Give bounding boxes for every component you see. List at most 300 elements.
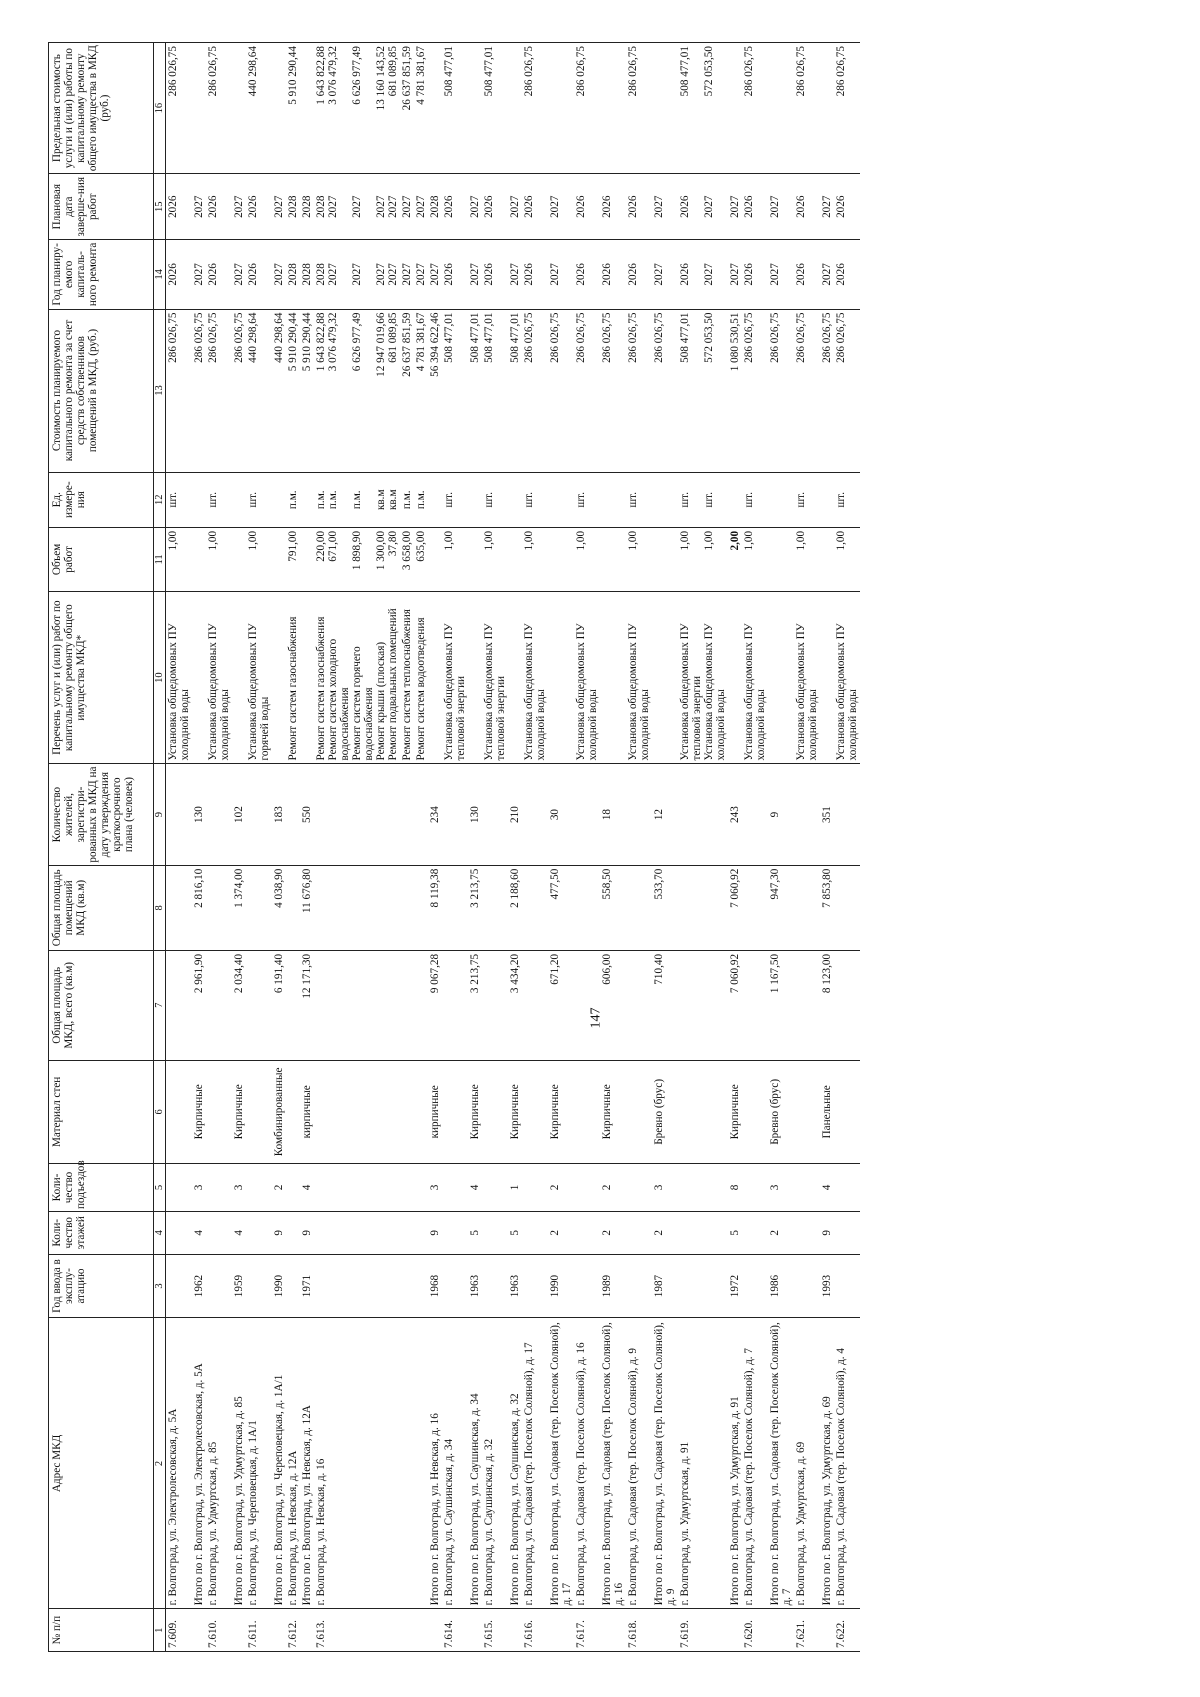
header-cell: Плановая дата заверше-ния работ — [49, 174, 154, 240]
repair-year-cell: 2027 — [548, 240, 574, 309]
total-area-cell: 2 034,40 — [232, 950, 246, 1060]
floors-cell: 2 — [768, 1211, 794, 1254]
table-row — [742, 43, 768, 1652]
material-cell: Панельные — [820, 1060, 834, 1163]
repair-year-cell: 2026 — [522, 240, 548, 309]
material-cell — [742, 1060, 768, 1163]
work-list-cell — [232, 591, 246, 764]
completion-date-cell: 2026 — [246, 174, 272, 240]
floors-cell — [246, 1211, 272, 1254]
floors-cell — [678, 1211, 728, 1254]
unit-cell: п.м. п.м. п.м. кв.м кв.м — [314, 472, 400, 527]
header-cell: Перечень услуг и (или) работ по капитальному ремонту общего имущества МКД* — [49, 591, 154, 764]
address-cell: г. Волгоград, ул. Череповецкая, д. 1А/1 — [246, 1318, 272, 1609]
unit-cell — [272, 472, 286, 527]
table-row — [794, 43, 820, 1652]
header-cell: Объем работ — [49, 527, 154, 591]
total-area-cell: 7 060,92 — [728, 950, 742, 1060]
limit-cost-cell — [768, 43, 794, 174]
total-area-cell: 8 123,00 — [820, 950, 834, 1060]
premises-area-cell — [574, 865, 600, 950]
total-area-cell: 710,40 — [652, 950, 678, 1060]
work-list-cell — [192, 591, 206, 764]
work-list-cell: Ремонт систем газоснабжения — [286, 591, 300, 764]
total-area-cell — [414, 950, 428, 1060]
column-number: 15 — [154, 174, 166, 240]
row-number: 7.613. — [314, 1609, 400, 1652]
year-cell — [626, 1254, 652, 1318]
completion-date-cell: 2027 — [768, 174, 794, 240]
material-cell — [400, 1060, 414, 1163]
total-area-cell — [574, 950, 600, 1060]
year-cell: 1971 — [300, 1254, 314, 1318]
table-row — [574, 43, 600, 1652]
address-cell: г. Волгоград, ул. Электролесовская, д. 5А — [166, 1318, 193, 1609]
column-number: 1 — [154, 1609, 166, 1652]
work-list-cell — [768, 591, 794, 764]
table-row — [272, 43, 286, 1652]
address-cell: Итого по г. Волгоград, ул. Электролесовская, д. 5А — [192, 1318, 206, 1609]
repair-year-cell: 2026 — [742, 240, 768, 309]
year-cell — [574, 1254, 600, 1318]
residents-cell — [834, 764, 860, 865]
work-list-cell: Установка общедомовых ПУ холодной воды — [206, 591, 232, 764]
row-number: 7.614. — [442, 1609, 468, 1652]
repair-year-cell: 2027 — [428, 240, 442, 309]
cost-cell: 440 298,64 — [246, 309, 272, 472]
volume-cell: 2,00 — [728, 527, 742, 591]
total-area-cell — [400, 950, 414, 1060]
unit-cell — [548, 472, 574, 527]
total-area-cell: 6 191,40 — [272, 950, 286, 1060]
material-cell: кирпичные — [300, 1060, 314, 1163]
residents-cell: 183 — [272, 764, 286, 865]
volume-cell: 1,00 — [166, 527, 193, 591]
limit-cost-cell — [508, 43, 522, 174]
total-area-cell: 1 167,50 — [768, 950, 794, 1060]
material-cell — [246, 1060, 272, 1163]
entrances-cell: 3 — [428, 1164, 442, 1212]
completion-date-cell: 2026 — [442, 174, 468, 240]
unit-cell — [600, 472, 626, 527]
column-number: 13 — [154, 309, 166, 472]
column-number-row — [154, 43, 166, 1652]
table-row — [246, 43, 272, 1652]
limit-cost-cell: 26 637 851,59 — [400, 43, 414, 174]
table-row — [548, 43, 574, 1652]
entrances-cell: 2 — [272, 1164, 286, 1212]
column-number: 2 — [154, 1318, 166, 1609]
material-cell: Кирпичные — [192, 1060, 206, 1163]
completion-date-cell: 2028 — [428, 174, 442, 240]
entrances-cell — [626, 1164, 652, 1212]
repair-year-cell: 2027 — [652, 240, 678, 309]
premises-area-cell — [414, 865, 428, 950]
row-number — [428, 1609, 442, 1652]
limit-cost-cell: 5 910 290,44 — [286, 43, 300, 174]
total-area-cell: 2 961,90 — [192, 950, 206, 1060]
cost-cell: 508 477,01 — [442, 309, 468, 472]
limit-cost-cell — [272, 43, 286, 174]
cost-cell: 286 026,75 — [600, 309, 626, 472]
unit-cell — [428, 472, 442, 527]
header-cell: Общая площадь МКД, всего (кв.м) — [49, 950, 154, 1060]
column-number: 12 — [154, 472, 166, 527]
completion-date-cell: 2027 — [548, 174, 574, 240]
row-number: 7.609. — [166, 1609, 193, 1652]
year-cell — [522, 1254, 548, 1318]
limit-cost-cell: 286 026,75 — [166, 43, 193, 174]
year-cell: 1986 — [768, 1254, 794, 1318]
premises-area-cell — [442, 865, 468, 950]
floors-cell — [482, 1211, 508, 1254]
volume-cell — [820, 527, 834, 591]
volume-cell — [508, 527, 522, 591]
completion-date-cell: 2027 — [728, 174, 742, 240]
total-area-cell: 606,00 — [600, 950, 626, 1060]
residents-cell — [522, 764, 548, 865]
cost-cell: 508 477,01 — [482, 309, 508, 472]
row-number: 7.612. — [286, 1609, 300, 1652]
completion-date-cell: 2026 2027 — [678, 174, 728, 240]
material-cell: Кирпичные — [508, 1060, 522, 1163]
completion-date-cell: 2027 — [400, 174, 414, 240]
limit-cost-cell — [728, 43, 742, 174]
repair-year-cell: 2026 — [626, 240, 652, 309]
cost-cell: 286 026,75 — [820, 309, 834, 472]
floors-cell — [400, 1211, 414, 1254]
table-row — [820, 43, 834, 1652]
limit-cost-cell — [600, 43, 626, 174]
address-cell: Итого по г. Волгоград, ул. Удмуртская, д. 91 — [728, 1318, 742, 1609]
residents-cell — [794, 764, 820, 865]
entrances-cell — [482, 1164, 508, 1212]
limit-cost-cell: 286 026,75 — [522, 43, 548, 174]
completion-date-cell: 2026 — [206, 174, 232, 240]
unit-cell: шт. — [482, 472, 508, 527]
row-number: 7.619. — [678, 1609, 728, 1652]
repair-year-cell: 2027 — [400, 240, 414, 309]
premises-area-cell — [678, 865, 728, 950]
work-list-cell: Установка общедомовых ПУ холодной воды — [626, 591, 652, 764]
total-area-cell — [522, 950, 548, 1060]
entrances-cell — [166, 1164, 193, 1212]
volume-cell — [272, 527, 286, 591]
repair-year-cell: 2027 — [768, 240, 794, 309]
volume-cell: 1,00 — [742, 527, 768, 591]
material-cell: Кирпичные — [232, 1060, 246, 1163]
limit-cost-cell: 508 477,01 572 053,50 — [678, 43, 728, 174]
address-cell: Итого по г. Волгоград, ул. Невская, д. 12А — [300, 1318, 314, 1609]
premises-area-cell — [482, 865, 508, 950]
column-number: 14 — [154, 240, 166, 309]
year-cell: 1963 — [508, 1254, 522, 1318]
floors-cell — [834, 1211, 860, 1254]
column-number: 9 — [154, 764, 166, 865]
material-cell — [678, 1060, 728, 1163]
volume-cell: 635,00 — [414, 527, 428, 591]
limit-cost-cell — [652, 43, 678, 174]
address-cell — [400, 1318, 414, 1609]
entrances-cell: 2 — [600, 1164, 626, 1212]
entrances-cell — [400, 1164, 414, 1212]
floors-cell: 9 — [428, 1211, 442, 1254]
repair-year-cell: 2027 — [272, 240, 286, 309]
limit-cost-cell — [300, 43, 314, 174]
residents-cell: 12 — [652, 764, 678, 865]
cost-cell: 1 643 822,88 3 076 479,32 6 626 977,49 12 947 019,66 681 089,85 — [314, 309, 400, 472]
volume-cell — [192, 527, 206, 591]
cost-cell: 56 394 622,46 — [428, 309, 442, 472]
cost-cell: 286 026,75 — [794, 309, 820, 472]
premises-area-cell: 7 060,92 — [728, 865, 742, 950]
repair-year-cell: 2026 — [246, 240, 272, 309]
total-area-cell — [482, 950, 508, 1060]
cost-cell: 1 080 530,51 — [728, 309, 742, 472]
total-area-cell — [314, 950, 400, 1060]
year-cell: 1989 — [600, 1254, 626, 1318]
header-cell: Адрес МКД — [49, 1318, 154, 1609]
address-cell: г. Волгоград, ул. Удмуртская, д. 91 — [678, 1318, 728, 1609]
residents-cell — [166, 764, 193, 865]
cost-cell: 286 026,75 — [522, 309, 548, 472]
address-cell: Итого по г. Волгоград, ул. Череповецкая, д. 1А/1 — [272, 1318, 286, 1609]
row-number: 7.611. — [246, 1609, 272, 1652]
column-number: 4 — [154, 1211, 166, 1254]
table-row — [442, 43, 468, 1652]
total-area-cell: 671,20 — [548, 950, 574, 1060]
limit-cost-cell: 286 026,75 — [206, 43, 232, 174]
repair-year-cell: 2027 — [232, 240, 246, 309]
material-cell: Кирпичные — [728, 1060, 742, 1163]
work-list-cell: Установка общедомовых ПУ холодной воды — [742, 591, 768, 764]
table-row — [728, 43, 742, 1652]
premises-area-cell: 947,30 — [768, 865, 794, 950]
residents-cell: 130 — [468, 764, 482, 865]
completion-date-cell: 2027 — [468, 174, 482, 240]
volume-cell: 1,00 — [206, 527, 232, 591]
premises-area-cell: 2 188,60 — [508, 865, 522, 950]
work-list-cell — [468, 591, 482, 764]
material-cell: Кирпичные — [600, 1060, 626, 1163]
row-number: 7.615. — [482, 1609, 508, 1652]
residents-cell: 234 — [428, 764, 442, 865]
header-cell: Коли-чество подъездов — [49, 1164, 154, 1212]
entrances-cell — [834, 1164, 860, 1212]
cost-cell: 508 477,01 — [468, 309, 482, 472]
residents-cell — [442, 764, 468, 865]
year-cell — [678, 1254, 728, 1318]
repair-year-cell: 2026 2027 — [678, 240, 728, 309]
total-area-cell — [166, 950, 193, 1060]
residents-cell: 102 — [232, 764, 246, 865]
floors-cell — [522, 1211, 548, 1254]
completion-date-cell: 2027 — [820, 174, 834, 240]
table-row — [508, 43, 522, 1652]
year-cell: 1959 — [232, 1254, 246, 1318]
floors-cell — [414, 1211, 428, 1254]
entrances-cell: 4 — [300, 1164, 314, 1212]
residents-cell — [414, 764, 428, 865]
table-header-row — [49, 43, 154, 1652]
residents-cell — [574, 764, 600, 865]
entrances-cell — [206, 1164, 232, 1212]
completion-date-cell: 2026 — [742, 174, 768, 240]
completion-date-cell: 2027 — [414, 174, 428, 240]
total-area-cell — [626, 950, 652, 1060]
work-list-cell — [272, 591, 286, 764]
total-area-cell — [834, 950, 860, 1060]
total-area-cell — [742, 950, 768, 1060]
address-cell: г. Волгоград, ул. Саушинская, д. 32 — [482, 1318, 508, 1609]
limit-cost-cell — [192, 43, 206, 174]
repair-year-cell: 2027 — [468, 240, 482, 309]
unit-cell — [300, 472, 314, 527]
address-cell: Итого по г. Волгоград, ул. Садовая (тер. Поселок Соляной), д. 9 — [652, 1318, 678, 1609]
year-cell — [314, 1254, 400, 1318]
volume-cell: 1,00 1,00 — [678, 527, 728, 591]
completion-date-cell: 2026 — [600, 174, 626, 240]
row-number — [728, 1609, 742, 1652]
cost-cell: 440 298,64 — [272, 309, 286, 472]
limit-cost-cell: 286 026,75 — [626, 43, 652, 174]
limit-cost-cell: 440 298,64 — [246, 43, 272, 174]
entrances-cell: 3 — [192, 1164, 206, 1212]
cost-cell: 286 026,75 — [206, 309, 232, 472]
header-cell: Общая площадь помещений МКД (кв.м) — [49, 865, 154, 950]
row-number — [548, 1609, 574, 1652]
row-number: 7.618. — [626, 1609, 652, 1652]
column-number: 8 — [154, 865, 166, 950]
floors-cell: 9 — [272, 1211, 286, 1254]
column-number: 3 — [154, 1254, 166, 1318]
cost-cell: 286 026,75 — [834, 309, 860, 472]
floors-cell — [794, 1211, 820, 1254]
header-cell: Стоимость планируемого капитального ремонта за счет средств собственников помещений в МКД, (руб.) — [49, 309, 154, 472]
residents-cell: 9 — [768, 764, 794, 865]
material-cell — [286, 1060, 300, 1163]
total-area-cell — [286, 950, 300, 1060]
table-row — [652, 43, 678, 1652]
repair-year-cell: 2026 — [834, 240, 860, 309]
address-cell: Итого по г. Волгоград, ул. Удмуртская, д. 85 — [232, 1318, 246, 1609]
premises-area-cell — [626, 865, 652, 950]
unit-cell: п.м. — [286, 472, 300, 527]
cost-cell: 286 026,75 — [232, 309, 246, 472]
address-cell: г. Волгоград, ул. Удмуртская, д. 69 — [794, 1318, 820, 1609]
floors-cell — [286, 1211, 300, 1254]
work-list-cell: Ремонт систем газоснабжения Ремонт систем холодного водоснабжения Ремонт систем горячего водоснабжения Ремонт крыши (плоская) Ремонт подвальных помещений — [314, 591, 400, 764]
unit-cell: п.м. — [414, 472, 428, 527]
repair-plan-table — [48, 42, 860, 1652]
unit-cell — [508, 472, 522, 527]
table-row — [166, 43, 193, 1652]
year-cell: 1987 — [652, 1254, 678, 1318]
address-cell: Итого по г. Волгоград, ул. Садовая (тер. Поселок Соляной), д. 16 — [600, 1318, 626, 1609]
entrances-cell: 2 — [548, 1164, 574, 1212]
premises-area-cell — [286, 865, 300, 950]
row-number — [414, 1609, 428, 1652]
completion-date-cell: 2026 — [574, 174, 600, 240]
address-cell: г. Волгоград, ул. Невская, д. 16 — [314, 1318, 400, 1609]
row-number — [468, 1609, 482, 1652]
unit-cell — [232, 472, 246, 527]
floors-cell: 4 — [192, 1211, 206, 1254]
unit-cell — [652, 472, 678, 527]
address-cell: Итого по г. Волгоград, ул. Саушинская, д. 34 — [468, 1318, 482, 1609]
table-row — [482, 43, 508, 1652]
repair-year-cell: 2026 — [442, 240, 468, 309]
material-cell — [482, 1060, 508, 1163]
table-row — [414, 43, 428, 1652]
column-number: 7 — [154, 950, 166, 1060]
address-cell: г. Волгоград, ул. Удмуртская, д. 85 — [206, 1318, 232, 1609]
completion-date-cell: 2027 — [272, 174, 286, 240]
unit-cell: шт. — [442, 472, 468, 527]
header-cell: Коли-чество этажей — [49, 1211, 154, 1254]
address-cell: г. Волгоград, ул. Садовая (тер. Поселок Соляной), д. 17 — [522, 1318, 548, 1609]
total-area-cell — [442, 950, 468, 1060]
volume-cell: 3 658,00 — [400, 527, 414, 591]
work-list-cell — [820, 591, 834, 764]
total-area-cell: 12 171,30 — [300, 950, 314, 1060]
volume-cell — [232, 527, 246, 591]
entrances-cell — [314, 1164, 400, 1212]
volume-cell: 1,00 — [246, 527, 272, 591]
year-cell — [166, 1254, 193, 1318]
limit-cost-cell — [820, 43, 834, 174]
repair-year-cell: 2028 2027 2027 2027 2027 — [314, 240, 400, 309]
unit-cell: шт. — [166, 472, 193, 527]
row-number — [768, 1609, 794, 1652]
cost-cell: 508 477,01 572 053,50 — [678, 309, 728, 472]
cost-cell: 26 637 851,59 — [400, 309, 414, 472]
year-cell — [246, 1254, 272, 1318]
entrances-cell — [574, 1164, 600, 1212]
volume-cell: 1,00 — [522, 527, 548, 591]
floors-cell: 5 — [508, 1211, 522, 1254]
unit-cell: шт. — [246, 472, 272, 527]
unit-cell — [468, 472, 482, 527]
entrances-cell — [742, 1164, 768, 1212]
entrances-cell — [286, 1164, 300, 1212]
header-cell: Предельная стоимость услуги и (или) работы по капитальному ремонту общего имущества в МКД (руб.) — [49, 43, 154, 174]
completion-date-cell: 2026 — [794, 174, 820, 240]
work-list-cell — [652, 591, 678, 764]
residents-cell: 550 — [300, 764, 314, 865]
rotated-table-container — [48, 42, 1176, 1652]
material-cell — [442, 1060, 468, 1163]
year-cell — [286, 1254, 300, 1318]
repair-year-cell: 2026 — [206, 240, 232, 309]
entrances-cell — [442, 1164, 468, 1212]
cost-cell: 286 026,75 — [742, 309, 768, 472]
entrances-cell — [522, 1164, 548, 1212]
floors-cell — [206, 1211, 232, 1254]
repair-year-cell: 2028 — [286, 240, 300, 309]
row-number — [600, 1609, 626, 1652]
table-row — [400, 43, 414, 1652]
work-list-cell: Установка общедомовых ПУ тепловой энергии — [442, 591, 468, 764]
limit-cost-cell — [232, 43, 246, 174]
cost-cell: 5 910 290,44 — [300, 309, 314, 472]
unit-cell — [728, 472, 742, 527]
premises-area-cell — [206, 865, 232, 950]
unit-cell: шт. — [834, 472, 860, 527]
work-list-cell: Установка общедомовых ПУ холодной воды — [794, 591, 820, 764]
row-number: 7.610. — [206, 1609, 232, 1652]
year-cell: 1962 — [192, 1254, 206, 1318]
